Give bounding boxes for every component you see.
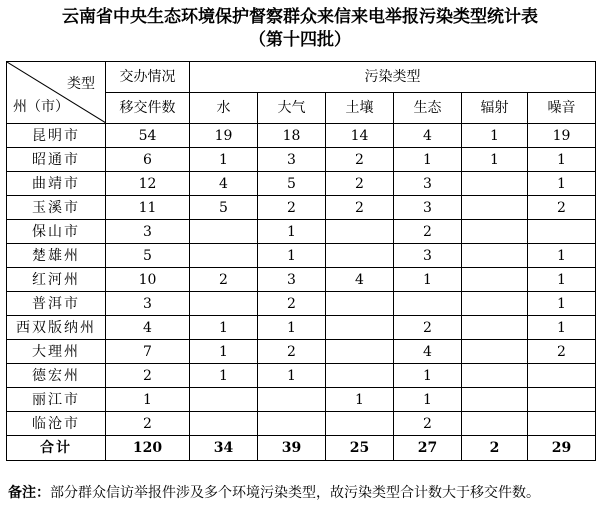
type-header-water: 水	[190, 93, 258, 124]
type-header-ecology: 生态	[394, 93, 462, 124]
city-cell: 大理州	[7, 340, 106, 364]
footnote	[8, 482, 594, 504]
value-cell	[462, 364, 528, 388]
value-cell	[190, 292, 258, 316]
value-cell: 1	[528, 268, 596, 292]
value-cell: 1	[394, 364, 462, 388]
total-row	[7, 436, 596, 461]
value-cell: 3	[258, 148, 326, 172]
table-row	[7, 148, 596, 172]
value-cell: 1	[326, 388, 394, 412]
total-cell: 120	[106, 436, 190, 461]
value-cell: 1	[394, 148, 462, 172]
value-cell	[528, 412, 596, 436]
value-cell: 54	[106, 124, 190, 148]
value-cell: 12	[106, 172, 190, 196]
table-row	[7, 220, 596, 244]
value-cell	[326, 316, 394, 340]
value-cell: 4	[394, 124, 462, 148]
city-cell: 玉溪市	[7, 196, 106, 220]
value-cell: 1	[190, 316, 258, 340]
total-cell: 29	[528, 436, 596, 461]
value-cell: 2	[326, 172, 394, 196]
value-cell: 2	[394, 316, 462, 340]
footnote-label: 备注：	[8, 485, 50, 501]
handover-group-header: 交办情况	[106, 62, 190, 93]
value-cell: 1	[258, 220, 326, 244]
value-cell: 7	[106, 340, 190, 364]
value-cell	[528, 388, 596, 412]
city-cell: 楚雄州	[7, 244, 106, 268]
value-cell: 2	[394, 220, 462, 244]
type-header-air: 大气	[258, 93, 326, 124]
value-cell: 11	[106, 196, 190, 220]
total-cell: 39	[258, 436, 326, 461]
type-header-radiation: 辐射	[462, 93, 528, 124]
value-cell	[326, 244, 394, 268]
value-cell	[462, 244, 528, 268]
value-cell: 5	[190, 196, 258, 220]
value-cell: 1	[528, 148, 596, 172]
value-cell	[462, 388, 528, 412]
total-cell: 2	[462, 436, 528, 461]
value-cell: 1	[528, 244, 596, 268]
footnote-text: 部分群众信访举报件涉及多个环境污染类型，故污染类型合计数大于移交件数。	[50, 485, 540, 501]
value-cell	[462, 316, 528, 340]
city-cell: 德宏州	[7, 364, 106, 388]
diagonal-header-cell	[7, 62, 106, 124]
value-cell	[462, 268, 528, 292]
value-cell: 2	[528, 340, 596, 364]
page-subtitle: （第十四批）	[249, 30, 351, 50]
table-row	[7, 244, 596, 268]
table-row	[7, 268, 596, 292]
value-cell: 2	[190, 268, 258, 292]
value-cell: 1	[394, 388, 462, 412]
city-cell: 昆明市	[7, 124, 106, 148]
value-cell	[190, 388, 258, 412]
value-cell	[190, 220, 258, 244]
total-cell: 25	[326, 436, 394, 461]
city-cell: 西双版纳州	[7, 316, 106, 340]
table-row	[7, 316, 596, 340]
value-cell: 3	[394, 196, 462, 220]
value-cell	[326, 220, 394, 244]
diag-city-label: 州（市）	[13, 99, 69, 115]
city-cell: 普洱市	[7, 292, 106, 316]
value-cell: 2	[394, 412, 462, 436]
type-header-soil: 土壤	[326, 93, 394, 124]
value-cell	[326, 292, 394, 316]
value-cell: 2	[326, 148, 394, 172]
value-cell	[528, 220, 596, 244]
value-cell: 3	[394, 244, 462, 268]
value-cell	[258, 388, 326, 412]
value-cell: 4	[394, 340, 462, 364]
table-row	[7, 388, 596, 412]
value-cell: 2	[528, 196, 596, 220]
value-cell: 1	[258, 364, 326, 388]
table-row	[7, 172, 596, 196]
value-cell: 5	[106, 244, 190, 268]
diag-type-label: 类型	[67, 76, 95, 92]
table-row	[7, 340, 596, 364]
value-cell: 1	[394, 268, 462, 292]
value-cell	[462, 412, 528, 436]
value-cell: 6	[106, 148, 190, 172]
value-cell: 1	[528, 292, 596, 316]
value-cell: 14	[326, 124, 394, 148]
value-cell: 4	[106, 316, 190, 340]
value-cell: 10	[106, 268, 190, 292]
table-row	[7, 292, 596, 316]
city-cell: 临沧市	[7, 412, 106, 436]
pollution-group-header: 污染类型	[190, 62, 596, 93]
city-cell: 昭通市	[7, 148, 106, 172]
value-cell: 2	[326, 196, 394, 220]
value-cell	[326, 340, 394, 364]
value-cell	[462, 220, 528, 244]
total-label: 合计	[7, 436, 106, 461]
city-cell: 保山市	[7, 220, 106, 244]
value-cell	[462, 196, 528, 220]
value-cell: 1	[528, 172, 596, 196]
value-cell: 2	[258, 340, 326, 364]
value-cell: 2	[258, 292, 326, 316]
table-row	[7, 196, 596, 220]
value-cell	[258, 412, 326, 436]
value-cell	[462, 292, 528, 316]
type-header-noise: 噪音	[528, 93, 596, 124]
value-cell	[190, 244, 258, 268]
value-cell	[190, 412, 258, 436]
value-cell: 3	[394, 172, 462, 196]
value-cell: 1	[190, 148, 258, 172]
value-cell	[326, 364, 394, 388]
page-title: 云南省中央生态环境保护督察群众来信来电举报污染类型统计表	[62, 7, 538, 27]
value-cell: 1	[258, 244, 326, 268]
city-cell: 曲靖市	[7, 172, 106, 196]
value-cell: 1	[528, 316, 596, 340]
value-cell: 4	[190, 172, 258, 196]
value-cell: 1	[258, 316, 326, 340]
city-cell: 红河州	[7, 268, 106, 292]
value-cell: 3	[258, 268, 326, 292]
value-cell	[462, 340, 528, 364]
value-cell: 2	[258, 196, 326, 220]
value-cell: 1	[462, 148, 528, 172]
value-cell	[326, 412, 394, 436]
table-row	[7, 412, 596, 436]
value-cell: 3	[106, 292, 190, 316]
statistics-table	[6, 61, 596, 461]
city-cell: 丽江市	[7, 388, 106, 412]
value-cell: 2	[106, 364, 190, 388]
value-cell: 2	[106, 412, 190, 436]
value-cell: 1	[462, 124, 528, 148]
value-cell: 1	[106, 388, 190, 412]
table-row	[7, 124, 596, 148]
value-cell	[462, 172, 528, 196]
value-cell: 1	[190, 364, 258, 388]
total-cell: 27	[394, 436, 462, 461]
value-cell: 18	[258, 124, 326, 148]
value-cell: 19	[528, 124, 596, 148]
total-cell: 34	[190, 436, 258, 461]
value-cell	[528, 364, 596, 388]
value-cell: 19	[190, 124, 258, 148]
value-cell: 4	[326, 268, 394, 292]
table-row	[7, 364, 596, 388]
value-cell: 3	[106, 220, 190, 244]
value-cell: 1	[190, 340, 258, 364]
value-cell	[394, 292, 462, 316]
value-cell: 5	[258, 172, 326, 196]
handover-count-header: 移交件数	[106, 93, 190, 124]
